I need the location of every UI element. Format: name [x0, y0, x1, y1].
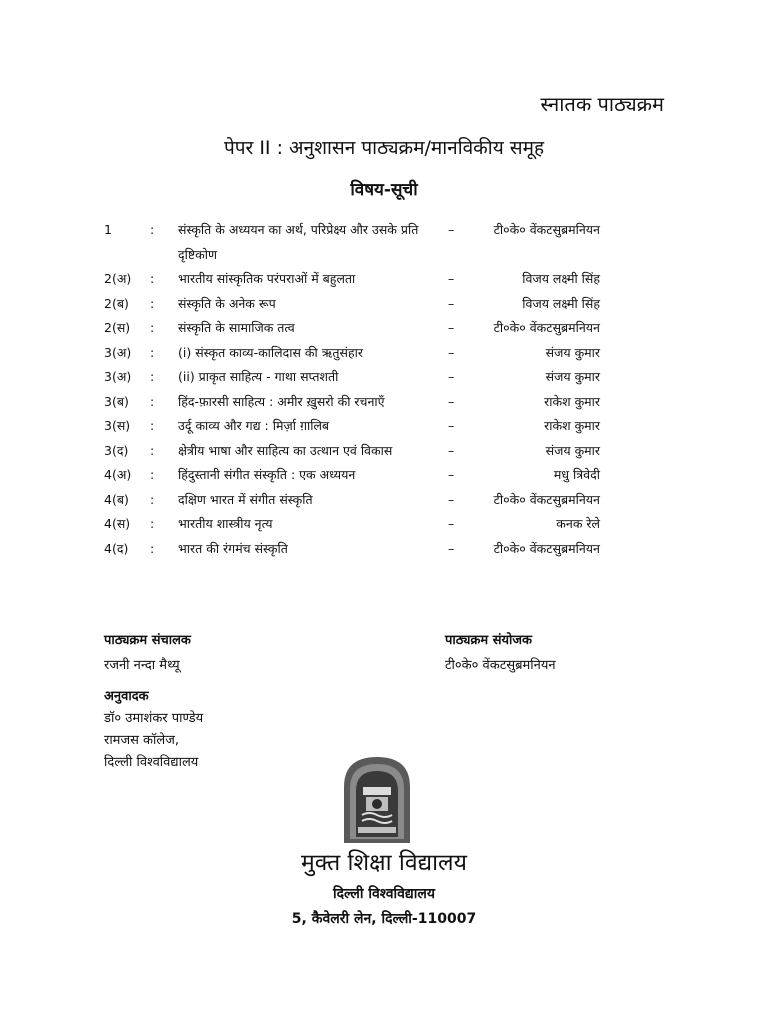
toc-dash: – [448, 418, 455, 433]
toc-author: कनक रेले [556, 516, 600, 531]
translator-label: अनुवादक [104, 689, 149, 704]
toc-colon: : [150, 344, 155, 360]
toc-row [104, 439, 600, 464]
translator-name: डॉ० उमाशंकर पाण्डेय [104, 711, 204, 726]
toc-author: टी०के० वेंकटसुब्रमनियन [493, 540, 600, 556]
toc-row [104, 414, 600, 439]
toc-number: 1 [104, 222, 112, 237]
toc-row [104, 537, 600, 562]
toc-row [104, 488, 600, 513]
toc-number: 4(ब) [104, 491, 129, 507]
toc-dash: – [448, 222, 455, 237]
toc-colon: : [150, 540, 155, 556]
toc-number: 3(ब) [104, 393, 129, 409]
toc-title: भारत की रंगमंच संस्कृति [178, 540, 288, 556]
toc-title: उर्दू काव्य और गद्य : मिर्ज़ा ग़ालिब [178, 418, 330, 433]
toc-title: हिंद-फ़ारसी साहित्य : अमीर ख़ुसरो की रचनाएँ [178, 393, 385, 409]
toc-title: हिंदुस्तानी संगीत संस्कृति : एक अध्ययन [178, 467, 356, 482]
toc-dash: – [448, 540, 455, 556]
translator-details [104, 708, 203, 774]
toc-author: राकेश कुमार [544, 393, 600, 409]
toc-colon: : [150, 295, 155, 311]
toc-dash: – [448, 516, 455, 531]
toc-author: संजय कुमार [545, 369, 600, 384]
toc-number: 3(अ) [104, 369, 132, 384]
address: 5, कैवेलरी लेन, दिल्ली-110007 [291, 911, 477, 927]
toc-row [104, 316, 600, 341]
toc-dash: – [448, 344, 455, 360]
toc-dash: – [448, 271, 455, 286]
toc-colon: : [150, 222, 155, 237]
toc-title: क्षेत्रीय भाषा और साहित्य का उत्थान एवं विकास [178, 442, 393, 458]
course-director-label: पाठ्यक्रम संचालक [104, 633, 191, 648]
toc-row [104, 292, 600, 317]
toc-row [104, 463, 600, 488]
course-type: स्नातक पाठ्यक्रम [540, 92, 664, 116]
toc-author: संजय कुमार [545, 344, 600, 360]
toc-row [104, 218, 600, 267]
toc-author: संजय कुमार [545, 442, 600, 458]
toc-colon: : [150, 393, 155, 409]
institution-name: मुक्त शिक्षा विद्यालय [301, 850, 467, 876]
translator-college: रामजस कॉलेज, [104, 733, 179, 748]
table-of-contents [104, 218, 600, 561]
toc-author: विजय लक्ष्मी सिंह [522, 295, 600, 311]
toc-heading: विषय-सूची [350, 180, 418, 200]
toc-title: (ii) प्राकृत साहित्य - गाथा सप्तशती [178, 369, 339, 384]
toc-title: (i) संस्कृत काव्य-कालिदास की ऋतुसंहार [178, 344, 363, 360]
toc-author: राकेश कुमार [544, 418, 600, 433]
course-director-name: रजनी नन्दा मैथ्यू [104, 658, 180, 673]
translator-university: दिल्ली विश्वविद्यालय [104, 755, 199, 770]
toc-number: 2(ब) [104, 295, 129, 311]
toc-dash: – [448, 491, 455, 507]
toc-author: टी०के० वेंकटसुब्रमनियन [493, 222, 600, 237]
toc-dash: – [448, 467, 455, 482]
toc-row [104, 341, 600, 366]
toc-number: 4(द) [104, 540, 129, 556]
toc-number: 4(स) [104, 516, 131, 531]
toc-title: संस्कृति के अनेक रूप [178, 295, 276, 311]
toc-title: संस्कृति के सामाजिक तत्व [178, 320, 295, 335]
toc-title: भारतीय शास्त्रीय नृत्य [178, 516, 273, 531]
toc-dash: – [448, 320, 455, 335]
toc-dash: – [448, 442, 455, 458]
toc-colon: : [150, 271, 155, 286]
toc-author: टी०के० वेंकटसुब्रमनियन [493, 320, 600, 335]
toc-title: दक्षिण भारत में संगीत संस्कृति [178, 491, 313, 507]
toc-row [104, 512, 600, 537]
toc-row [104, 390, 600, 415]
university-seal-logo [344, 757, 410, 843]
toc-dash: – [448, 295, 455, 311]
toc-row [104, 267, 600, 292]
toc-colon: : [150, 369, 155, 384]
toc-colon: : [150, 320, 155, 335]
toc-number: 3(द) [104, 442, 129, 458]
toc-number: 2(अ) [104, 271, 132, 286]
toc-number: 2(स) [104, 320, 131, 335]
toc-colon: : [150, 442, 155, 458]
toc-number: 3(अ) [104, 344, 132, 360]
toc-colon: : [150, 467, 155, 482]
paper-title: पेपर II : अनुशासन पाठ्यक्रम/मानविकीय समूह [223, 137, 545, 159]
course-coordinator-label: पाठ्यक्रम संयोजक [445, 633, 533, 648]
toc-colon: : [150, 418, 155, 433]
toc-author: टी०के० वेंकटसुब्रमनियन [493, 491, 600, 507]
toc-row [104, 365, 600, 390]
toc-title: संस्कृति के अध्ययन का अर्थ, परिप्रेक्ष्य और उसके प्रति दृष्टिकोण [178, 222, 419, 262]
toc-number: 3(स) [104, 418, 131, 433]
toc-title: भारतीय सांस्कृतिक परंपराओं में बहुलता [178, 271, 356, 286]
university-name: दिल्ली विश्वविद्यालय [333, 886, 435, 902]
toc-colon: : [150, 516, 155, 531]
toc-dash: – [448, 393, 455, 409]
toc-dash: – [448, 369, 455, 384]
toc-author: मधु त्रिवेदी [553, 467, 600, 482]
toc-number: 4(अ) [104, 467, 132, 482]
toc-author: विजय लक्ष्मी सिंह [522, 271, 600, 286]
toc-colon: : [150, 491, 155, 507]
course-coordinator-name: टी०के० वेंकटसुब्रमनियन [445, 658, 556, 673]
